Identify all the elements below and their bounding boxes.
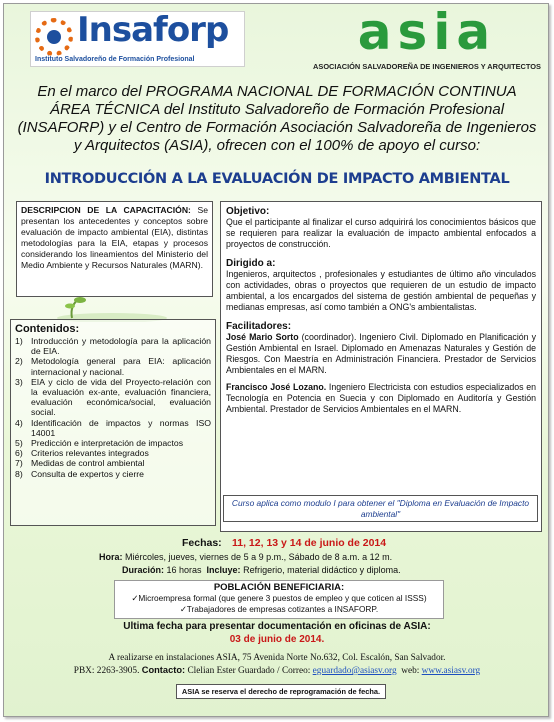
facilitator-bio: Ingeniero Electricista con estudios especializados en Tecnología en Potencia en Suecia y con Diplomado en Auditoría y Gestión Ambiental. Prestador de Servicios Ambientales en el MARN. [226,382,536,414]
description-text: Se presentan los antecedentes y conceptos sobre evaluación de impacto ambiental (EIA), distintas metodologías para la EIA, etapas y procesos considerando los lineamientos del Ministerio del Medio Ambiente y Recursos Naturales (MARN). [21,205,208,270]
list-item: 5) Predicción e interpretación de impactos [15,438,184,449]
poblacion-title: POBLACIÓN BENEFICIARIA: [213,582,345,593]
duracion-value: 16 horas [164,565,207,575]
facilitator-bio: (coordinador). Ingeniero Civil. Diplomado en Planificación y Gestión Ambiental en Israel. Diplomado en Amenazas Naturales y Gestión de Riesgos. Con Maestría en Administración Financiera. Prestador de Servicios Ambientales en el MARN. [226,332,537,375]
intro-line: ÁREA TÉCNICA del Instituto Salvadoreño de Formación Profesional [49,101,505,118]
pbx-text: PBX: 2263-3905. [73,666,142,676]
web-link[interactable]: www.asiasv.org [421,666,481,676]
web-label: web: [396,666,422,676]
address-block [4,652,549,677]
incluye-value: Refrigerio, material didáctico y diploma. [240,565,401,575]
intro-line: y Arquitectos (ASIA), ofrecen con el 100% de apoyo el curso: [73,137,481,154]
list-item: 2) Metodología general para EIA: aplicación internacional y nacional. [15,356,211,377]
footer-note: ASIA se reserva el derecho de reprogramación de fecha. [176,684,386,699]
contact-line [4,664,549,677]
dirigido-text: Ingenieros, arquitectos , profesionales y estudiantes de último año vinculados con actividades, obras o proyectos que requieren de un estudio de impacto ambiental, a los encargados del sistema de gestión ambiental de pequeñas y medianas empresas, así como también a ONG's ambientalistas. [226,269,536,312]
details-box [220,201,542,532]
header [10,3,544,73]
contact-name: Clelian Ester Guardado / Correo: [185,666,313,676]
facilitator-name: José Mario Sorto [226,332,299,342]
duracion-row [122,565,401,575]
flyer-page [3,3,549,717]
deadline-label: Ultima fecha para presentar documentación en oficinas de ASIA: [123,621,431,632]
insaforp-logo [30,11,245,67]
contact-label: Contacto: [141,665,186,675]
insaforp-wordmark: Insaforp [77,10,229,50]
hora-label: Hora: [99,552,123,562]
hora-row [99,552,392,562]
intro-line: (INSAFORP) y el Centro de Formación Asociación Salvadoreña de Ingenieros [17,119,537,136]
list-item: 8) Consulta de expertos y cierre [15,468,144,479]
modulo-note: Curso aplica como modulo I para obtener el "Diploma en Evaluación de Impacto ambiental" [223,495,538,522]
duracion-label: Duración: [122,565,165,575]
contents-title: Contenidos: [15,323,80,335]
poblacion-box [114,580,444,619]
deadline [4,620,549,646]
deadline-date: 03 de junio de 2014. [229,634,325,645]
description-box [16,201,213,297]
insaforp-subtitle: Instituto Salvadoreño de Formación Profesional [35,56,195,63]
objetivo-text: Que el participante al finalizar el curso adquirirá los conocimientos básicos que se requieren para realizar la evaluación de impacto ambiental enfocados a proyectos de construcción. [226,217,536,249]
hora-value: Miércoles, jueves, viernes de 5 a 9 p.m., Sábado de 8 a.m. a 12 m. [122,552,393,562]
facilitator-entry [226,382,536,415]
contents-box [10,319,216,526]
list-item: 3) EIA y ciclo de vida del Proyecto-relación con la evaluación ex-ante, evaluación financiera, evaluación económica/social, evaluación social. [15,376,211,418]
dirigido-title: Dirigido a: [226,258,276,269]
asia-logo [310,3,544,71]
gear-icon [35,18,73,56]
list-item: 6) Criterios relevantes integrados [15,448,149,459]
poblacion-item: ✓Microempresa formal (que genere 3 puestos de empleo y que coticen al ISSS) [131,593,427,603]
intro-text [12,83,542,155]
objetivo-title: Objetivo: [226,206,270,217]
plant-decoration-icon [52,292,172,322]
list-item: 1) Introducción y metodología para la aplicación de EIA. [15,336,211,357]
address-line: A realizarse en instalaciones ASIA, 75 Avenida Norte No.632, Col. Escalón, San Salvador. [108,653,446,663]
facilitator-name: Francisco José Lozano. [226,382,327,392]
incluye-label: Incluye: [206,565,241,575]
description-label: DESCRIPCION DE LA CAPACITACIÓN: [21,205,191,215]
course-title: INTRODUCCIÓN A LA EVALUACIÓN DE IMPACTO AMBIENTAL [44,171,510,187]
intro-line: En el marco del PROGRAMA NACIONAL DE FORMACIÓN CONTINUA [37,83,517,100]
poblacion-item: ✓Trabajadores de empresas cotizantes a INSAFORP. [179,604,379,614]
list-item: 7) Medidas de control ambiental [15,458,145,469]
list-item: 4) Identificación de impactos y normas ISO 14001 [15,417,211,438]
fechas-value: 11, 12, 13 y 14 de junio de 2014 [232,537,387,549]
asia-wordmark: asia [357,3,497,61]
asia-subtitle: ASOCIACIÓN SALVADOREÑA DE INGENIEROS Y ARQUITECTOS [313,62,541,71]
fechas-label: Fechas: [182,537,222,549]
email-link[interactable]: eguardado@asiasv.org [312,666,397,676]
contents-list [15,336,211,479]
facilitadores-title: Facilitadores: [226,321,292,332]
facilitator-entry [226,332,536,376]
